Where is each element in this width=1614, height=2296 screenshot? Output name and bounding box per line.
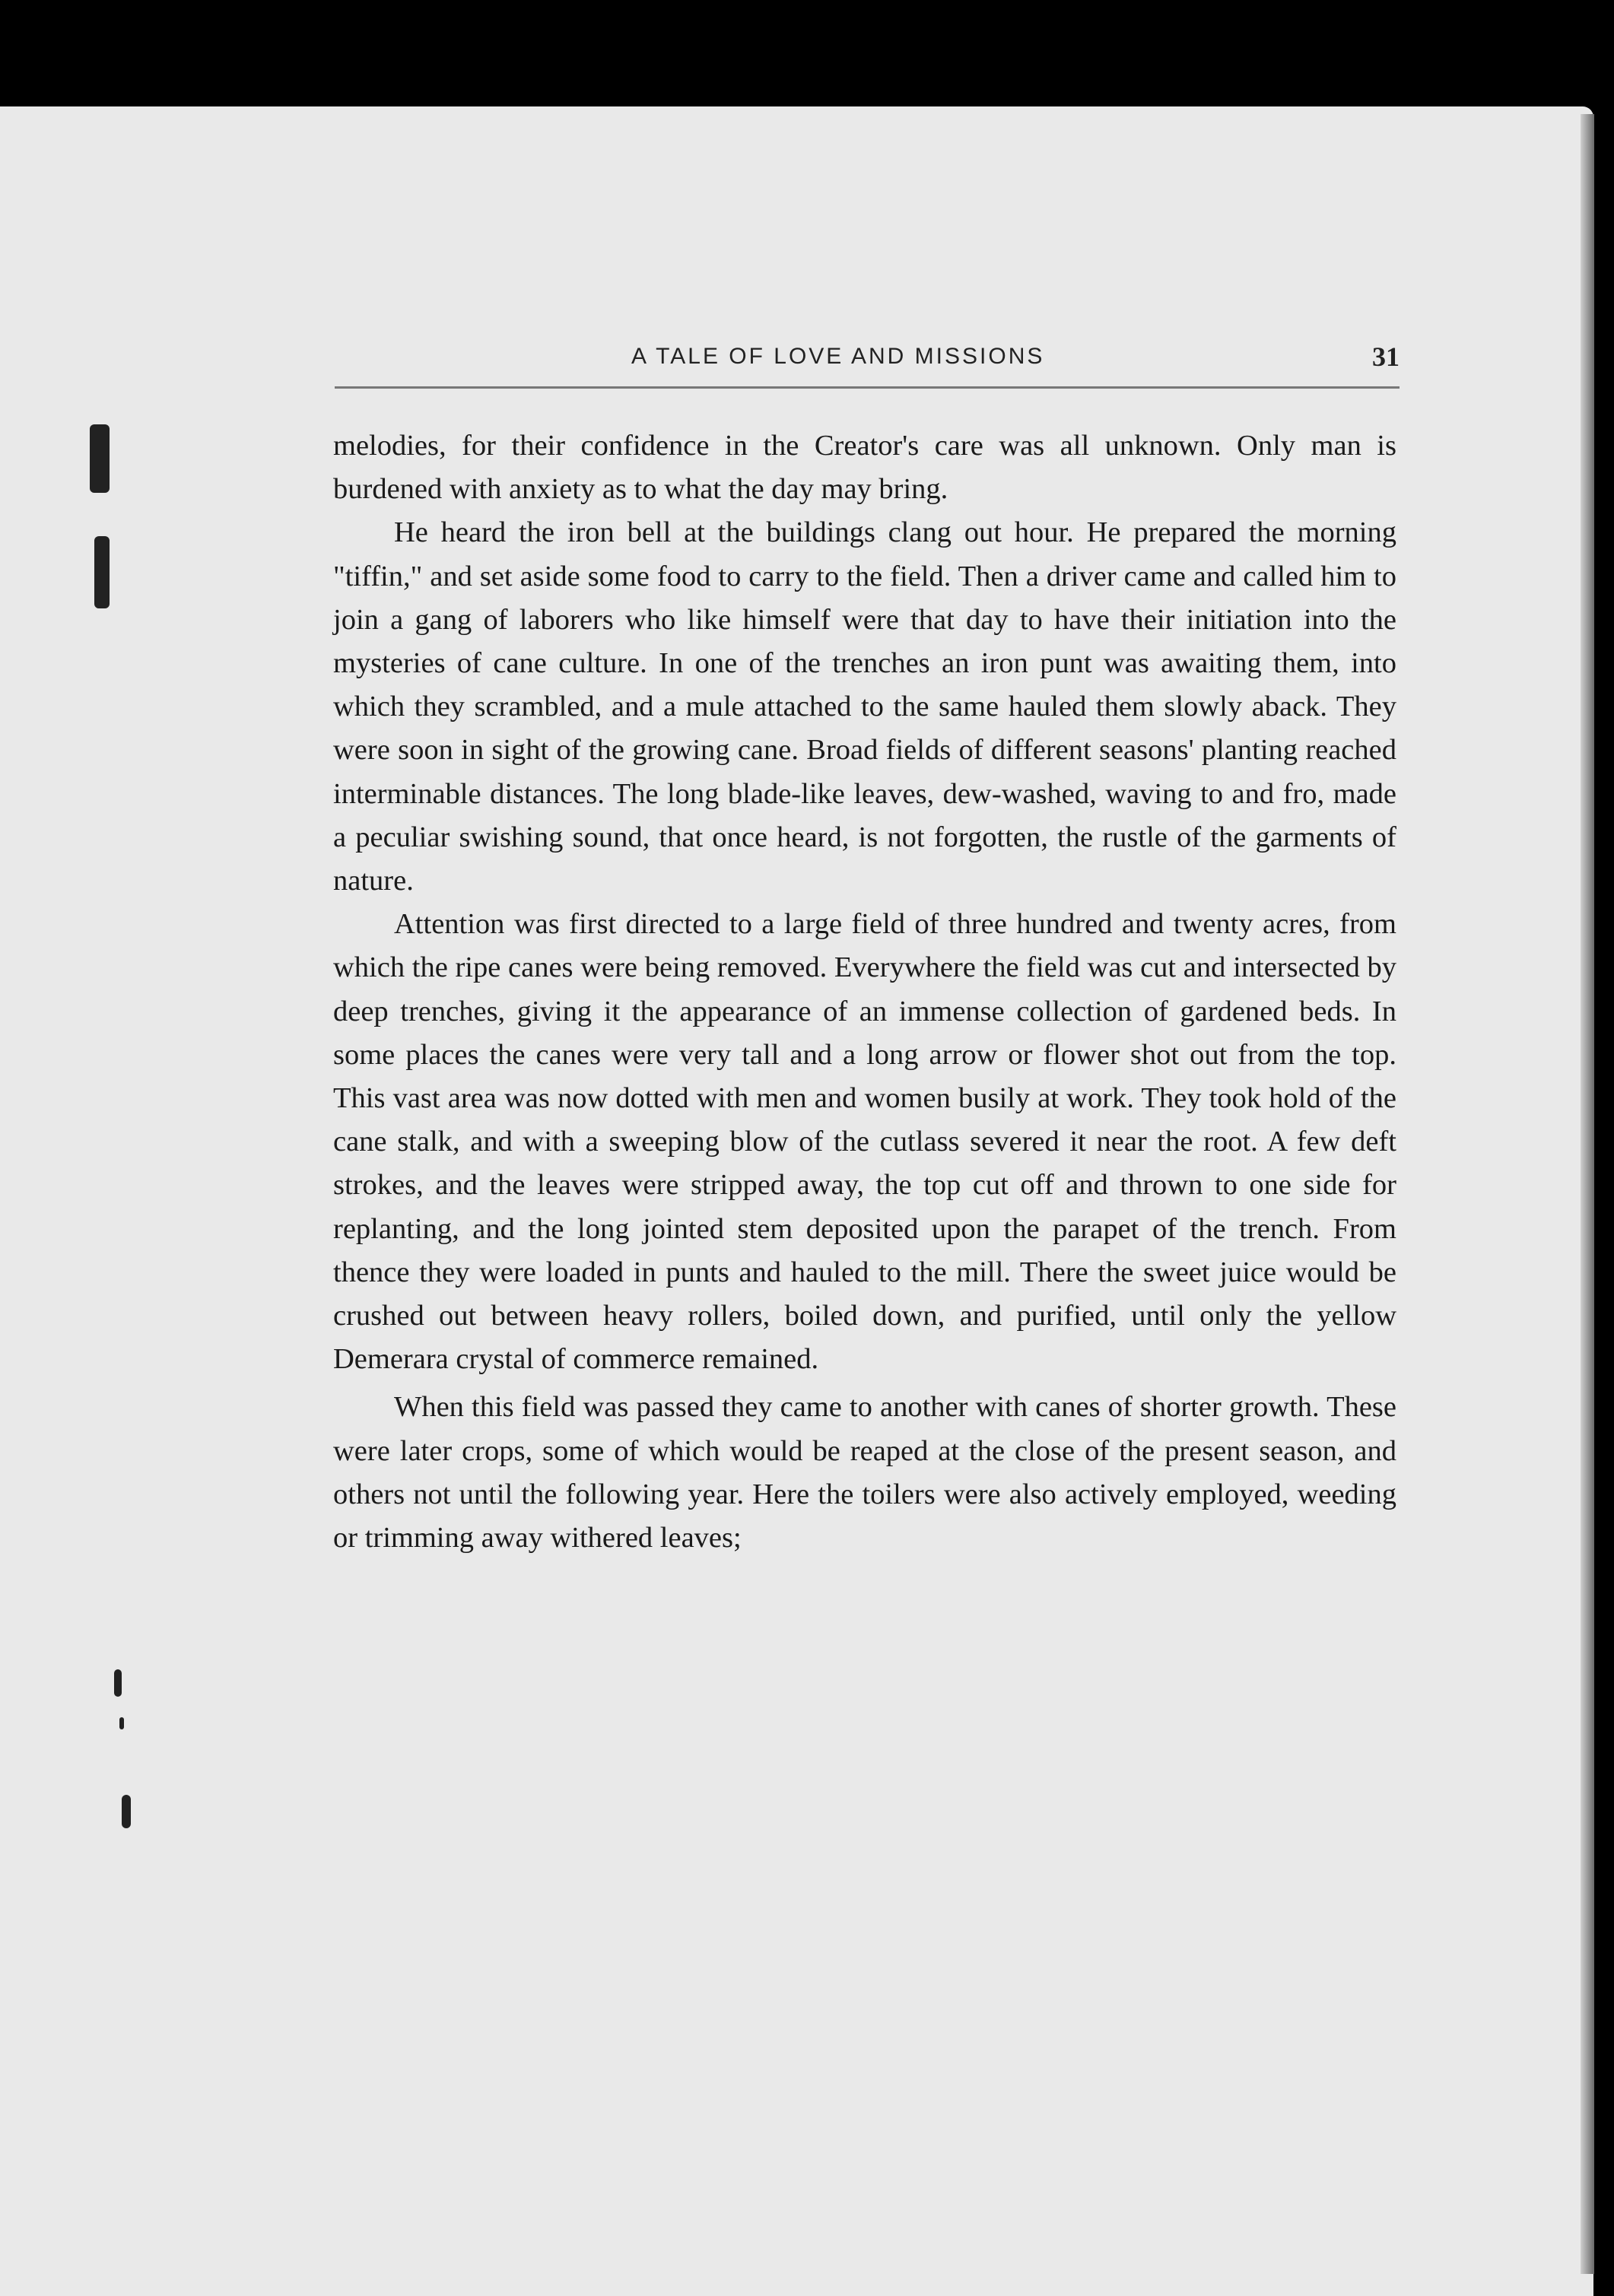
paragraph: melodies, for their confidence in the Creator's care was all unknown. Only man is burdened with anxiety as to what the day may bring.: [333, 430, 1396, 506]
margin-ink-mark: [90, 424, 110, 493]
page-edge-shadow: [1581, 114, 1594, 2274]
running-head: A TALE OF LOVE AND MISSIONS: [631, 344, 1045, 369]
header-rule: [335, 386, 1400, 389]
page-number: 31: [1372, 341, 1400, 372]
paragraph: When this field was passed they came to another with canes of shorter growth. These were later crops, some of which would be reaped at the close of the present season, and others not until the following year. Here the toilers were also actively employed, weeding or trimming away withered leaves;: [333, 1391, 1396, 1554]
page-header: [335, 341, 1400, 389]
body-text: [333, 424, 1396, 1560]
margin-ink-mark: [122, 1795, 131, 1828]
paragraph: He heard the iron bell at the buildings clang out hour. He prepared the morning "tiffin," and set aside some food to carry to the field. Then a driver came and called him to join a gang of laborers who like himself were that day to have their initiation into the mysteries of cane culture. In one of the trenches an iron punt was awaiting them, into which they scrambled, and a mule attached to the same hauled them slowly aback. They were soon in sight of the growing cane. Broad fields of different seasons' planting reached interminable distances. The long blade-like leaves, dew-washed, waving to and fro, made a peculiar swishing sound, that once heard, is not forgotten, the rustle of the garments of nature.: [333, 516, 1396, 897]
margin-ink-mark: [119, 1717, 124, 1729]
margin-ink-mark: [94, 536, 110, 608]
paragraph: Attention was first directed to a large field of three hundred and twenty acres, from which the ripe canes were being removed. Everywhere the field was cut and intersected by deep trenches, giving it the appearance of an immense collection of gardened beds. In some places the canes were very tall and a long arrow or flower shot out from the top. This vast area was now dotted with men and women busily at work. They took hold of the cane stalk, and with a sweeping blow of the cutlass severed it near the root. A few deft strokes, and the leaves were stripped away, the top cut off and thrown to one side for replanting, and the long jointed stem deposited upon the parapet of the trench. From thence they were loaded in punts and hauled to the mill. There the sweet juice would be crushed out between heavy rollers, boiled down, and purified, until only the yellow Demerara crystal of commerce remained.: [333, 908, 1396, 1376]
margin-ink-mark: [114, 1669, 122, 1697]
